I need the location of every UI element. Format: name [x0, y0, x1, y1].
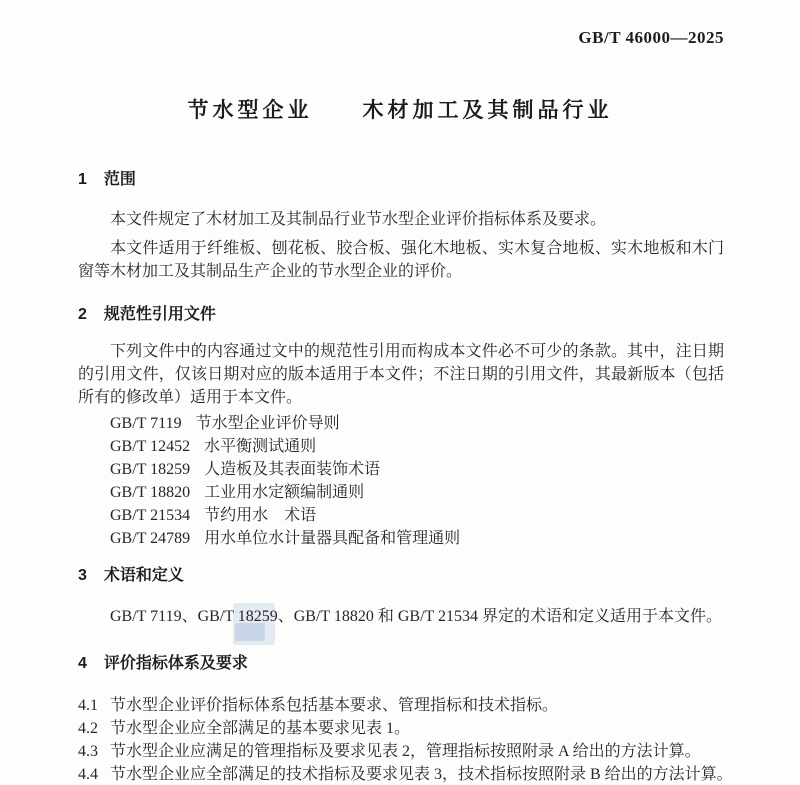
reference-code: GB/T 24789	[110, 530, 191, 547]
section-number: 2	[78, 306, 87, 323]
section-number: 4	[78, 655, 87, 672]
clause-4-4	[78, 761, 758, 784]
reference-title: 节约用水 术语	[204, 507, 317, 524]
reference-item	[110, 479, 364, 502]
clause-4-3	[78, 738, 758, 761]
reference-item	[110, 525, 460, 548]
section-title: 术语和定义	[103, 567, 184, 584]
clause-text: 节水型企业应全部满足的技术指标及要求见表 3，技术指标按照附录 B 给出的方法计算。	[110, 766, 733, 783]
clause-text: 节水型企业评价指标体系包括基本要求、管理指标和技术指标。	[110, 697, 559, 714]
section-heading-4	[78, 650, 248, 673]
reference-code: GB/T 18259	[110, 461, 191, 478]
reference-title: 用水单位水计量器具配备和管理通则	[204, 530, 461, 547]
reference-code: GB/T 18820	[110, 484, 191, 501]
reference-code: GB/T 21534	[110, 507, 191, 524]
document-title: 节水型企业 木材加工及其制品行业	[187, 99, 613, 122]
clause-number: 4.1	[78, 697, 98, 714]
reference-title: 人造板及其表面装饰术语	[204, 461, 381, 478]
standard-code: GB/T 46000—2025	[578, 28, 724, 47]
section-number: 1	[78, 171, 87, 188]
clause-4-1	[78, 692, 758, 715]
reference-title: 工业用水定额编制通则	[204, 484, 365, 501]
section-title: 规范性引用文件	[103, 306, 216, 323]
reference-title: 水平衡测试通则	[204, 438, 317, 455]
paragraph: 本文件适用于纤维板、刨花板、胶合板、强化木地板、实木复合地板、实木地板和木门窗等木材加工及其制品生产企业的节水型企业的评价。	[78, 240, 724, 280]
clause-4-2	[78, 715, 758, 738]
section-title: 范围	[103, 171, 136, 188]
reference-code: GB/T 12452	[110, 438, 191, 455]
clause-text: 节水型企业应满足的管理指标及要求见表 2，管理指标按照附录 A 给出的方法计算。	[110, 743, 701, 760]
reference-item	[110, 433, 316, 456]
paragraph: 下列文件中的内容通过文中的规范性引用而构成本文件必不可少的条款。其中，注日期的引用文件，仅该日期对应的版本适用于本文件；不注日期的引用文件，其最新版本（包括所有的修改单）适用于本文件。	[78, 343, 724, 406]
clause-number: 4.2	[78, 720, 98, 737]
reference-title: 节水型企业评价导则	[195, 415, 340, 432]
reference-code: GB/T 7119	[110, 415, 182, 432]
section-title: 评价指标体系及要求	[103, 655, 248, 672]
clause-text: 节水型企业应全部满足的基本要求见表 1。	[110, 720, 411, 737]
paragraph: GB/T 7119、GB/T 18259、GB/T 18820 和 GB/T 21534 界定的术语和定义适用于本文件。	[110, 608, 723, 625]
reference-item	[110, 410, 340, 433]
reference-item	[110, 502, 316, 525]
paragraph: 本文件规定了木材加工及其制品行业节水型企业评价指标体系及要求。	[110, 211, 607, 228]
section-heading-1	[78, 166, 136, 189]
section-heading-2	[78, 301, 216, 324]
section-heading-3	[78, 562, 184, 585]
clause-number: 4.3	[78, 743, 98, 760]
reference-item	[110, 456, 380, 479]
clause-number: 4.4	[78, 766, 98, 783]
section-number: 3	[78, 567, 87, 584]
